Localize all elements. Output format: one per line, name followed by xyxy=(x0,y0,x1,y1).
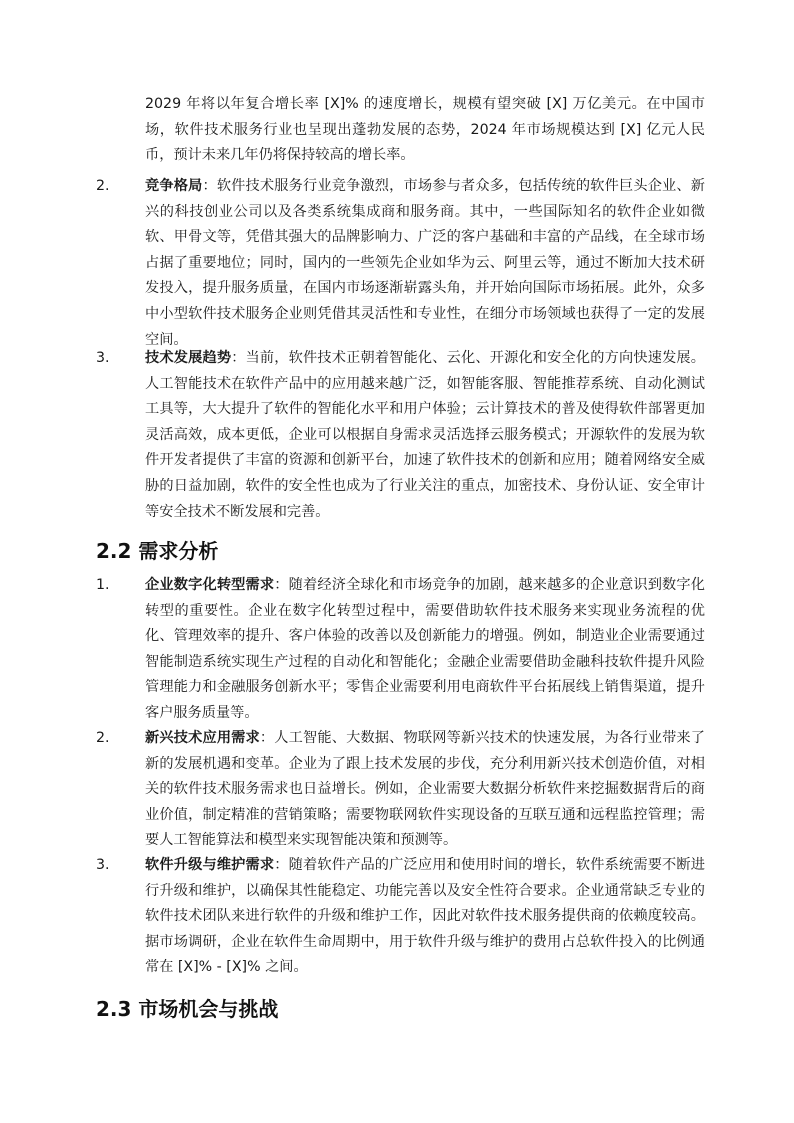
list-item-lead: 企业数字化转型需求 xyxy=(145,577,275,593)
list-item-text: ：随着软件产品的广泛应用和使用时间的增长，软件系统需要不断进行升级和维护，以确保其性能稳定、功能完善以及安全性符合要求。企业通常缺乏专业的软件技术团队来进行软件的升级和维护工作，因此对软件技术服务提供商的依赖度较高。据市场调研，企业在软件生命周期中，用于软件升级与维护的费用占总软件投入的比例通常在 [X]% - [X]% 之间。 xyxy=(145,857,705,976)
list-item-lead: 技术发展趋势 xyxy=(145,350,232,366)
list-item-lead: 软件升级与维护需求 xyxy=(145,857,275,873)
list-number: 3. xyxy=(96,857,110,873)
list-item-text: ：人工智能、大数据、物联网等新兴技术的快速发展，为各行业带来了新的发展机遇和变革。企业为了跟上技术发展的步伐，充分利用新兴技术创造价值，对相关的软件技术服务需求也日益增长。例如，企业需要大数据分析软件来挖掘数据背后的商业价值，制定精准的营销策略；需要物联网软件实现设备的互联互通和远程监控管理；需要人工智能算法和模型来实现智能决策和预测等。 xyxy=(145,730,705,849)
list-item-text: ：软件技术服务行业竞争激烈，市场参与者众多，包括传统的软件巨头企业、新兴的科技创业公司以及各类系统集成商和服务商。其中，一些国际知名的软件企业如微软、甲骨文等，凭借其强大的品牌影响力、广泛的客户基础和丰富的产品线，在全球市场占据了重要地位；同时，国内的一些领先企业如华为云、阿里云等，通过不断加大技术研发投入，提升服务质量，在国内市场逐渐崭露头角，并开始向国际市场拓展。此外，众多中小型软件技术服务企业则凭借其灵活性和专业性，在细分市场领域也获得了一定的发展空间。 xyxy=(145,178,705,348)
list-number: 2. xyxy=(96,178,110,194)
list-item-text: ：当前，软件技术正朝着智能化、云化、开源化和安全化的方向快速发展。人工智能技术在软件产品中的应用越来越广泛，如智能客服、智能推荐系统、自动化测试工具等，大大提升了软件的智能化水平和用户体验；云计算技术的普及使得软件部署更加灵活高效，成本更低，企业可以根据自身需求灵活选择云服务模式；开源软件的发展为软件开发者提供了丰富的资源和创新平台，加速了软件技术的创新和应用；随着网络安全威胁的日益加剧，软件的安全性也成为了行业关注的重点，加密技术、身份认证、安全审计等安全技术不断发展和完善。 xyxy=(145,350,705,520)
list-item-body xyxy=(145,853,705,981)
list-number: 2. xyxy=(96,730,110,746)
list-item-body xyxy=(145,346,705,525)
list-item-body xyxy=(145,174,705,353)
list-item-lead: 新兴技术应用需求 xyxy=(145,730,260,746)
list-item-lead: 竞争格局 xyxy=(145,178,203,194)
list-number: 1. xyxy=(96,577,110,593)
list-number: 3. xyxy=(96,350,110,366)
section-heading-2-3: 2.3 市场机会与挑战 xyxy=(96,997,279,1021)
section-heading-2-2: 2.2 需求分析 xyxy=(96,539,219,563)
list-item-body xyxy=(145,573,705,727)
intro-paragraph: 2029 年将以年复合增长率 [X]% 的速度增长，规模有望突破 [X] 万亿美元。在中国市场，软件技术服务行业也呈现出蓬勃发展的态势，2024 年市场规模达到 [X] 亿元人民币，预计未来几年仍将保持较高的增长率。 xyxy=(145,96,705,164)
list-item-body xyxy=(145,726,705,854)
list-item-text: ：随着经济全球化和市场竞争的加剧，越来越多的企业意识到数字化转型的重要性。企业在数字化转型过程中，需要借助软件技术服务来实现业务流程的优化、管理效率的提升、客户体验的改善以及创新能力的增强。例如，制造业企业需要通过智能制造系统实现生产过程的自动化和智能化；金融企业需要借助金融科技软件提升风险管理能力和金融服务创新水平；零售企业需要利用电商软件平台拓展线上销售渠道，提升客户服务质量等。 xyxy=(145,577,705,721)
